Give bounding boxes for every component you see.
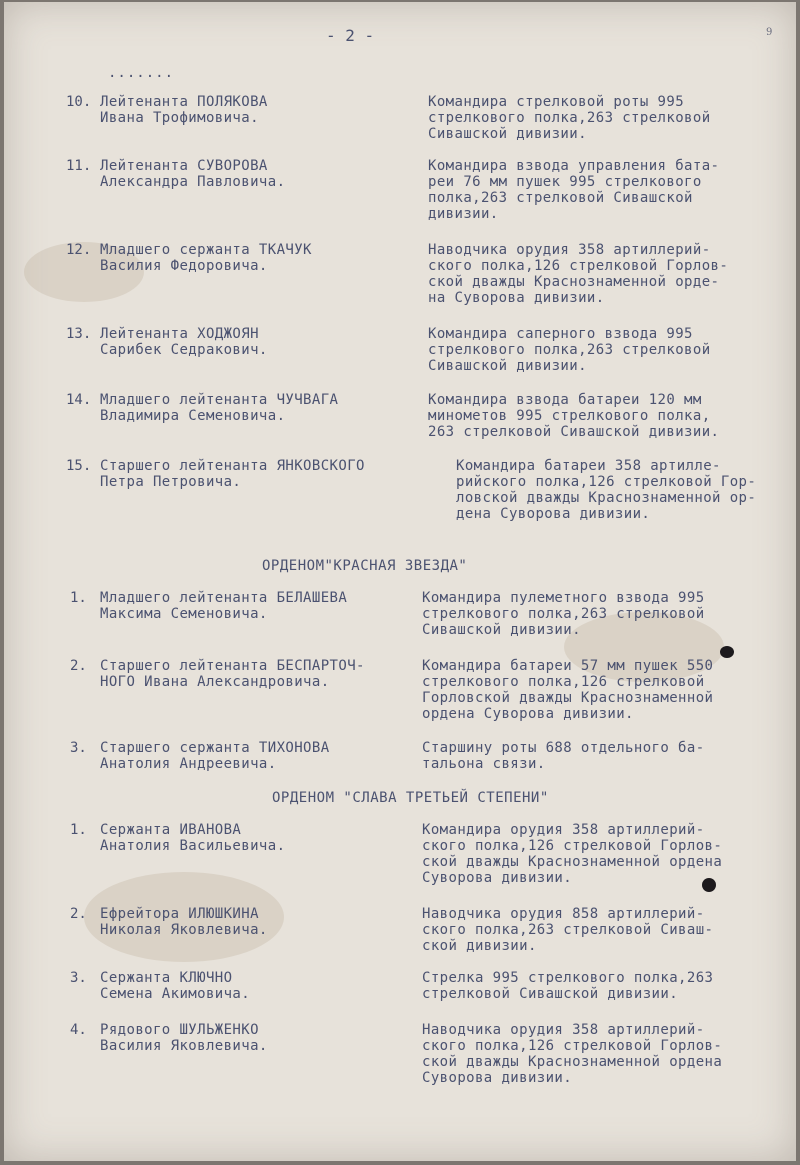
entry-number: 2. — [70, 906, 87, 922]
recipient-name: Старшего лейтенанта БЕСПАРТОЧ- НОГО Ивана Александровича. — [100, 658, 365, 690]
entry-number: 1. — [70, 822, 87, 838]
recipient-unit: Командира пулеметного взвода 995 стрелкового полка,263 стрелковой Сивашской дивизии. — [422, 590, 705, 638]
entry-number: 10. — [66, 94, 92, 110]
entry-number: 4. — [70, 1022, 87, 1038]
entry-number: 2. — [70, 658, 87, 674]
recipient-name: Лейтенанта ПОЛЯКОВА Ивана Трофимовича. — [100, 94, 268, 126]
corner-mark: 9 — [766, 27, 773, 38]
recipient-unit: Наводчика орудия 358 артиллерий- ского полка,126 стрелковой Горлов- ской дважды Краснознаменной ордена Суворова дивизии. — [422, 1022, 723, 1086]
entry-number: 3. — [70, 740, 87, 756]
recipient-name: Рядового ШУЛЬЖЕНКО Василия Яковлевича. — [100, 1022, 268, 1054]
recipient-name: Лейтенанта ХОДЖОЯН Сарибек Седракович. — [100, 326, 268, 358]
recipient-unit: Командира батареи 57 мм пушек 550 стрелкового полка,126 стрелковой Горловской дважды Краснознаменной ордена Суворова дивизии. — [422, 658, 714, 722]
recipient-name: Младшего лейтенанта ЧУЧВАГА Владимира Семеновича. — [100, 392, 339, 424]
document-page — [4, 2, 796, 1161]
recipient-unit: Наводчика орудия 358 артиллерий- ского полка,126 стрелковой Горлов- ской дважды Краснознаменной орде- на Суворова дивизии. — [428, 242, 729, 306]
entry-number: 13. — [66, 326, 92, 342]
recipient-unit: Командира взвода батареи 120 мм минометов 995 стрелкового полка, 263 стрелковой Сивашской дивизии. — [428, 392, 720, 440]
recipient-unit: Командира саперного взвода 995 стрелкового полка,263 стрелковой Сивашской дивизии. — [428, 326, 711, 374]
entry-number: 11. — [66, 158, 92, 174]
section-heading-red-star: ОРДЕНОМ"КРАСНАЯ ЗВЕЗДА" — [262, 558, 468, 574]
entry-number: 3. — [70, 970, 87, 986]
recipient-unit: Наводчика орудия 858 артиллерий- ского полка,263 стрелковой Сиваш- ской дивизии. — [422, 906, 714, 954]
entry-number: 12. — [66, 242, 92, 258]
entry-number: 14. — [66, 392, 92, 408]
ink-blot — [720, 646, 734, 658]
recipient-name: Младшего сержанта ТКАЧУК Василия Федоровича. — [100, 242, 312, 274]
section-heading-glory: ОРДЕНОМ "СЛАВА ТРЕТЬЕЙ СТЕПЕНИ" — [272, 790, 549, 806]
recipient-name: Старшего лейтенанта ЯНКОВСКОГО Петра Петровича. — [100, 458, 365, 490]
recipient-name: Младшего лейтенанта БЕЛАШЕВА Максима Семеновича. — [100, 590, 348, 622]
entry-number: 15. — [66, 458, 92, 474]
entry-number: 1. — [70, 590, 87, 606]
recipient-name: Сержанта КЛЮЧНО Семена Акимовича. — [100, 970, 251, 1002]
continuation-dots: ....... — [108, 65, 175, 81]
recipient-name: Старшего сержанта ТИХОНОВА Анатолия Андреевича. — [100, 740, 330, 772]
recipient-unit: Стрелка 995 стрелкового полка,263 стрелковой Сивашской дивизии. — [422, 970, 714, 1002]
recipient-unit: Командира батареи 358 артилле- рийского полка,126 стрелковой Гор- ловской дважды Краснознаменной ор- дена Суворова дивизии. — [456, 458, 757, 522]
recipient-unit: Командира стрелковой роты 995 стрелкового полка,263 стрелковой Сивашской дивизии. — [428, 94, 711, 142]
page-number: - 2 - — [326, 26, 375, 45]
recipient-unit: Командира взвода управления бата- реи 76 мм пушек 995 стрелкового полка,263 стрелковой Сивашской дивизии. — [428, 158, 720, 222]
recipient-name: Ефрейтора ИЛЮШКИНА Николая Яковлевича. — [100, 906, 268, 938]
recipient-name: Лейтенанта СУВОРОВА Александра Павловича. — [100, 158, 286, 190]
recipient-unit: Командира орудия 358 артиллерий- ского полка,126 стрелковой Горлов- ской дважды Краснознаменной ордена Суворова дивизии. — [422, 822, 723, 886]
ink-blot — [702, 878, 716, 892]
recipient-unit: Старшину роты 688 отдельного ба- тальона связи. — [422, 740, 705, 772]
recipient-name: Сержанта ИВАНОВА Анатолия Васильевича. — [100, 822, 286, 854]
